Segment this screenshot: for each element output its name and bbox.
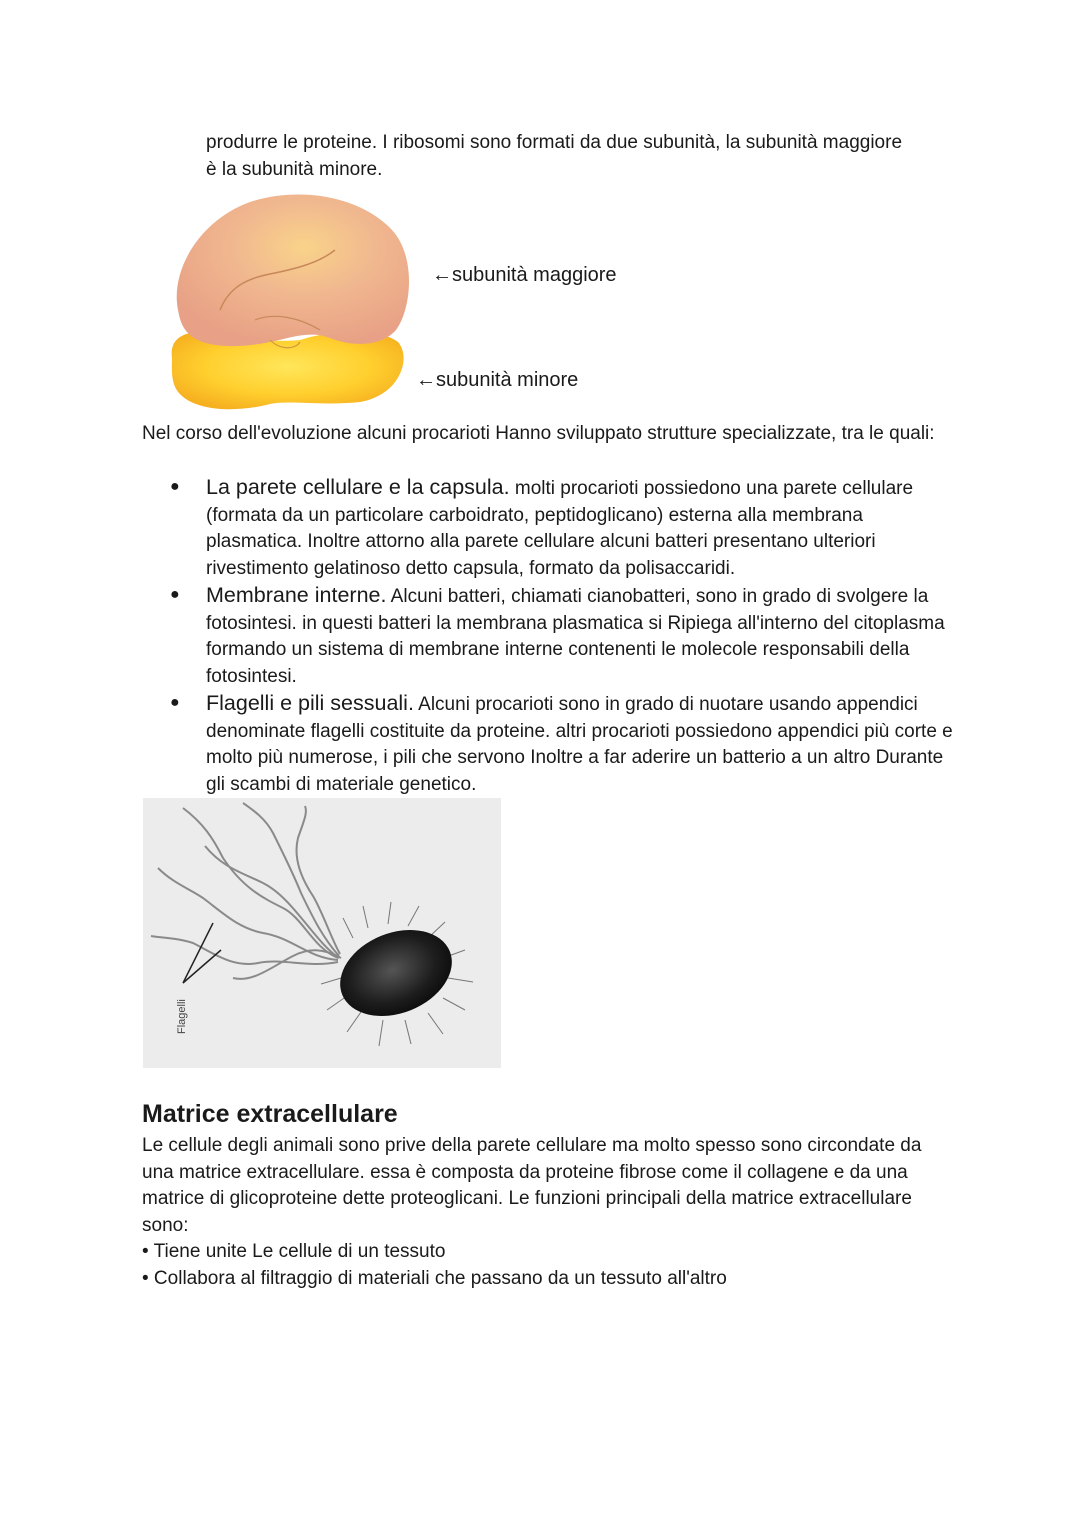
section-paragraph: Le cellule degli animali sono prive della parete cellulare ma molto spesso sono circondate da una matrice extracellulare. essa è composta da proteine fibrose come il collagene e da una matrice di glicoproteine dette proteoglicani. Le funzioni principali della matrice extracellulare sono: bbox=[142, 1135, 922, 1236]
list-item: • Tiene unite Le cellule di un tessuto bbox=[142, 1241, 446, 1262]
label-large-subunit: ←subunità maggiore bbox=[432, 264, 617, 286]
item-term: La parete cellulare e la capsula. bbox=[206, 475, 510, 499]
label-small-subunit: ←subunità minore bbox=[416, 369, 579, 391]
item-term: Membrane interne. bbox=[206, 583, 387, 607]
intro-line-2: è la subunità minore. bbox=[206, 158, 383, 180]
intro-paragraph bbox=[206, 130, 966, 183]
ribosome-illustration bbox=[160, 190, 420, 415]
flagella-label: Flagelli bbox=[176, 999, 188, 1034]
bacteria-flagella-image bbox=[143, 798, 501, 1068]
functions-list bbox=[142, 1239, 952, 1292]
bullet-icon: ● bbox=[170, 694, 180, 711]
large-subunit-shape bbox=[177, 195, 409, 347]
item-text: Alcuni batteri, chiamati cianobatteri, sono in grado di svolgere la fotosintesi. in questi batteri la membrana plasmatica si Ripiega all'interno del citoplasma formando un sistema di membrane interne contenenti le molecole responsabili della fotosintesi. bbox=[206, 586, 945, 687]
list-item bbox=[142, 690, 962, 798]
bullet-icon: ● bbox=[170, 586, 180, 603]
section-heading: Matrice extracellulare bbox=[142, 1100, 398, 1128]
item-text: Alcuni procarioti sono in grado di nuotare usando appendici denominate flagelli costituite da proteine. altri procarioti possiedono appendici più corte e molto più numerose, i pili che servono Inoltre a far aderire un batterio a un altro Durante gli scambi di materiale genetico. bbox=[206, 694, 953, 795]
list-item bbox=[142, 474, 962, 582]
structures-lead-text: Nel corso dell'evoluzione alcuni procarioti Hanno sviluppato strutture specializzate, tra le quali: bbox=[142, 423, 935, 444]
list-item bbox=[142, 582, 962, 690]
structures-list bbox=[142, 474, 962, 798]
item-text: molti procarioti possiedono una parete cellulare (formata da un particolare carboidrato, peptidoglicano) esterna alla membrana plasmatica. Inoltre attorno alla parete cellulare alcuni batteri presentano ulteriori rivestimento gelatinoso detto capsula, formato da polisaccaridi. bbox=[206, 478, 914, 579]
list-item: • Collabora al filtraggio di materiali che passano da un tessuto all'altro bbox=[142, 1267, 727, 1289]
bullet-icon: ● bbox=[170, 478, 180, 495]
item-term: Flagelli e pili sessuali. bbox=[206, 691, 414, 715]
small-subunit-shape bbox=[172, 332, 404, 409]
intro-line-1: produrre le proteine. I ribosomi sono formati da due subunità, la subunità maggiore bbox=[206, 132, 903, 153]
